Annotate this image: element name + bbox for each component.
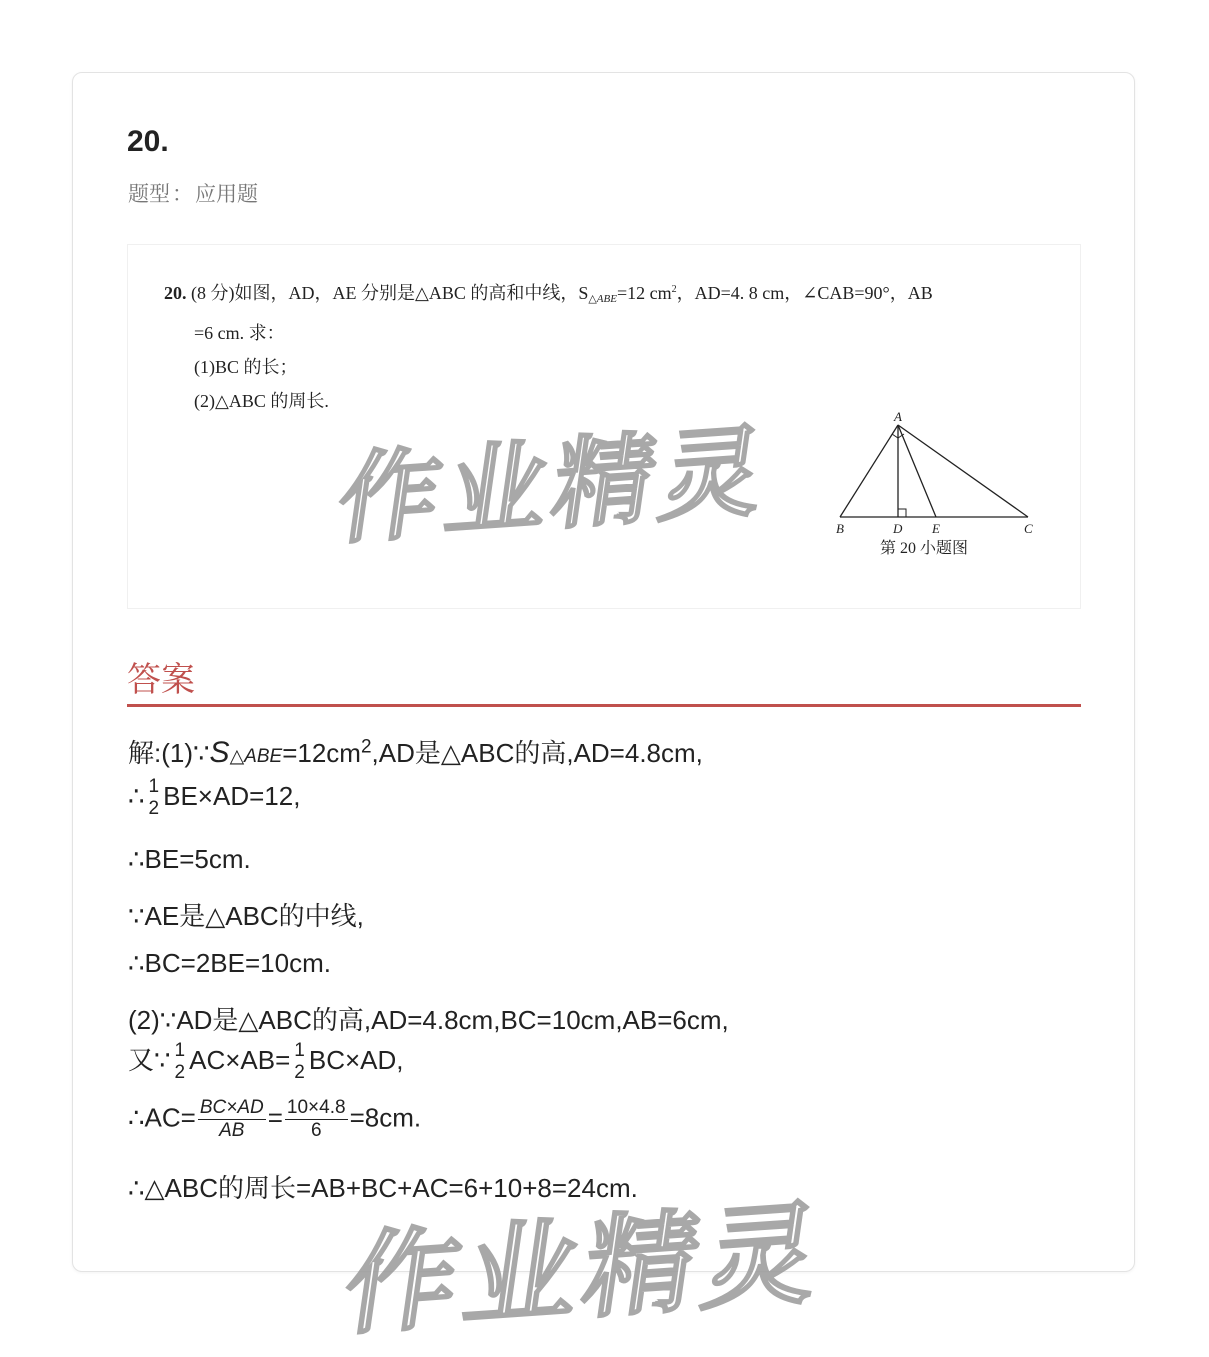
fraction-half bbox=[147, 776, 162, 820]
fraction-denominator: AB bbox=[219, 1120, 245, 1141]
solution-line-7-prefix: 又∵ bbox=[128, 1045, 171, 1075]
watermark-answer: 作业精灵 bbox=[336, 1188, 833, 1352]
label-d: D bbox=[893, 521, 903, 536]
question-part-1: (1)BC 的长； bbox=[194, 357, 298, 377]
fraction-bc-ad-over-ab bbox=[198, 1097, 266, 1142]
solution-line-8-prefix: ∴AC= bbox=[128, 1102, 196, 1133]
area-symbol: S bbox=[209, 736, 230, 769]
solution-line-5: ∴BC=2BE=10cm. bbox=[128, 948, 331, 978]
solution-line-7-mid: AC×AB= bbox=[189, 1045, 291, 1075]
solution-line-1-mid: =12cm bbox=[282, 738, 361, 768]
question-line-2: =6 cm. 求： bbox=[194, 323, 285, 343]
square-superscript: 2 bbox=[671, 284, 677, 295]
question-line-1-text2: =12 cm bbox=[616, 283, 672, 303]
question-number: 20. bbox=[127, 125, 169, 158]
question-type bbox=[128, 178, 258, 208]
therefore-symbol: ∴ bbox=[128, 780, 145, 811]
fraction-numerator: 1 bbox=[294, 1040, 305, 1062]
solution-line-1-prefix: 解:(1)∵ bbox=[128, 738, 210, 768]
solution-line-7 bbox=[128, 1040, 404, 1084]
solution-line-2 bbox=[128, 776, 300, 820]
solution-line-1-post: ,AD是△ABC的高,AD=4.8cm, bbox=[371, 738, 703, 768]
solution-line-8-post: =8cm. bbox=[349, 1102, 422, 1133]
fraction-numeric bbox=[285, 1097, 348, 1142]
solution-line-1 bbox=[128, 733, 703, 770]
question-line-1-text: (8 分)如图，AD，AE 分别是△ABC 的高和中线，S bbox=[191, 283, 589, 303]
label-b: B bbox=[836, 521, 844, 536]
area-subscript: △ABE bbox=[588, 293, 617, 305]
solution-line-8 bbox=[128, 1097, 421, 1142]
question-type-separator: ： bbox=[172, 182, 193, 206]
answer-divider bbox=[127, 704, 1081, 707]
fraction-numerator: 1 bbox=[174, 1040, 186, 1062]
area-subscript-answer: △ABE bbox=[229, 746, 283, 767]
solution-line-6: (2)∵AD是△ABC的高,AD=4.8cm,BC=10cm,AB=6cm, bbox=[128, 1005, 729, 1035]
solution-line-9: ∴△ABC的周长=AB+BC+AC=6+10+8=24cm. bbox=[128, 1173, 638, 1203]
fraction-numerator: 1 bbox=[148, 776, 160, 797]
question-line-1 bbox=[164, 273, 1064, 316]
solution-line-4: ∵AE是△ABC的中线, bbox=[128, 901, 364, 931]
answer-title: 答案 bbox=[127, 660, 195, 700]
solution-line-3: ∴BE=5cm. bbox=[128, 844, 251, 874]
fraction-half-1 bbox=[173, 1040, 188, 1084]
label-a: A bbox=[894, 409, 902, 424]
question-type-label: 题型 bbox=[128, 182, 170, 206]
question-text bbox=[164, 273, 1064, 418]
fraction-denominator: 2 bbox=[174, 1062, 186, 1084]
label-c: C bbox=[1024, 521, 1033, 536]
square-superscript-answer: 2 bbox=[360, 736, 372, 758]
question-image-number: 20. bbox=[164, 283, 187, 303]
fraction-numerator: 10×4.8 bbox=[286, 1097, 346, 1118]
question-type-value: 应用题 bbox=[195, 182, 258, 206]
fraction-half-2 bbox=[292, 1040, 307, 1084]
segment-ab bbox=[840, 425, 898, 517]
question-line-1-text3: ，AD=4. 8 cm，∠CAB=90°，AB bbox=[676, 283, 933, 303]
question-image bbox=[127, 244, 1081, 609]
fraction-numerator: BC×AD bbox=[199, 1097, 264, 1118]
fraction-denominator: 2 bbox=[294, 1062, 305, 1084]
equals-sign: = bbox=[267, 1102, 283, 1133]
question-part-2: (2)△ABC 的周长. bbox=[194, 391, 329, 411]
right-angle-mark-d bbox=[898, 509, 906, 517]
watermark-question: 作业精灵 bbox=[330, 412, 777, 559]
solution-line-2-text: BE×AD=12, bbox=[163, 780, 301, 811]
fraction-denominator: 2 bbox=[148, 798, 160, 819]
solution-line-7-post: BC×AD, bbox=[308, 1045, 404, 1075]
figure-caption: 第 20 小题图 bbox=[880, 540, 969, 557]
label-e: E bbox=[932, 521, 940, 536]
fraction-denominator: 6 bbox=[310, 1120, 322, 1141]
